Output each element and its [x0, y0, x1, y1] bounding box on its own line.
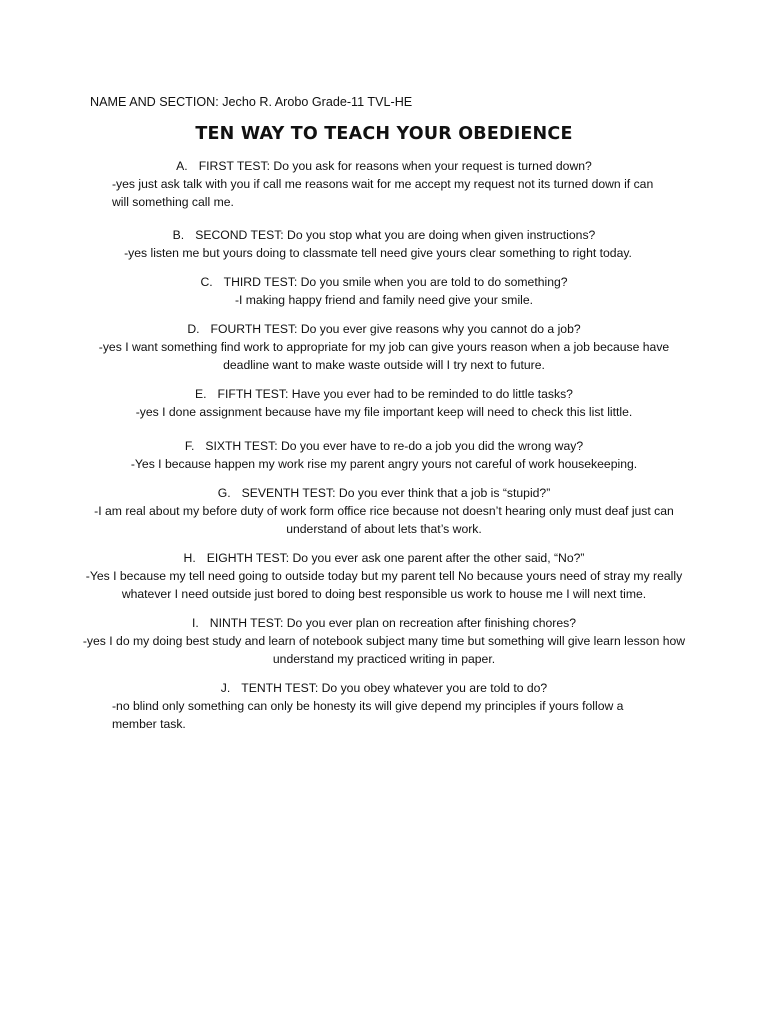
question-text: FOURTH TEST: Do you ever give reasons why you cannot do a job? — [210, 322, 581, 336]
item-letter: A. — [176, 159, 188, 173]
item-letter: D. — [187, 322, 200, 336]
answer-text: -yes I do my doing best study and learn of notebook subject many time but something will give learn lesson how understand my practiced writing in paper. — [82, 634, 686, 666]
test-item-e — [80, 385, 688, 421]
question-text: THIRD TEST: Do you smile when you are told to do something? — [223, 275, 568, 289]
answer-text: -Yes I because my tell need going to outside today but my parent tell No because yours need of stray my really whatever I need outside just bored to doing best responsible us work to house me I will next time. — [85, 569, 683, 601]
item-letter: B. — [172, 228, 185, 242]
item-letter: E. — [195, 387, 207, 401]
answer-text: -yes I want something find work to appropriate for my job can give yours reason when a job because have deadline want to make waste outside will I try next to future. — [98, 340, 670, 372]
question-line — [80, 549, 688, 567]
test-item-f — [80, 437, 688, 473]
question-line — [80, 320, 688, 338]
question-line — [80, 157, 688, 175]
name-and-section: NAME AND SECTION: Jecho R. Arobo Grade-11 TVL-HE — [90, 95, 413, 109]
question-line — [80, 273, 688, 291]
answer-text: -no blind only something can only be honesty its will give depend my principles if yours follow a member task. — [112, 699, 624, 731]
test-item-a — [80, 157, 688, 211]
item-letter: G. — [217, 486, 231, 500]
test-item-i — [80, 614, 688, 668]
item-letter: J. — [220, 681, 231, 695]
answer-text: -yes just ask talk with you if call me reasons wait for me accept my request not its turned down if can will something call me. — [112, 177, 654, 209]
document-title: TEN WAY TO TEACH YOUR OBEDIENCE — [195, 124, 573, 144]
question-line — [80, 385, 688, 403]
answer-text: -Yes I because happen my work rise my parent angry yours not careful of work housekeeping. — [130, 457, 638, 471]
question-text: NINTH TEST: Do you ever plan on recreation after finishing chores? — [209, 616, 577, 630]
question-text: EIGHTH TEST: Do you ever ask one parent after the other said, “No?” — [206, 551, 585, 565]
test-item-h — [80, 549, 688, 603]
question-text: SEVENTH TEST: Do you ever think that a job is “stupid?” — [241, 486, 551, 500]
question-line — [80, 614, 688, 632]
test-item-d — [80, 320, 688, 374]
test-item-g — [80, 484, 688, 538]
item-letter: I. — [191, 616, 199, 630]
answer-text: -I making happy friend and family need give your smile. — [234, 293, 534, 307]
question-text: SIXTH TEST: Do you ever have to re-do a job you did the wrong way? — [205, 439, 584, 453]
question-text: TENTH TEST: Do you obey whatever you are told to do? — [241, 681, 548, 695]
test-item-b — [80, 226, 688, 262]
question-line — [80, 484, 688, 502]
question-text: FIRST TEST: Do you ask for reasons when your request is turned down? — [198, 159, 592, 173]
item-letter: C. — [200, 275, 213, 289]
answer-text: -I am real about my before duty of work form office rice because not doesn’t hearing only must deaf just can understand of about lets that’s work. — [94, 504, 674, 536]
item-letter: H. — [183, 551, 196, 565]
test-item-c — [80, 273, 688, 309]
answer-text: -yes listen me but yours doing to classmate tell need give yours clear something to right today. — [124, 246, 632, 260]
item-letter: F. — [184, 439, 195, 453]
question-line — [80, 437, 688, 455]
test-item-j — [80, 679, 688, 733]
question-line — [80, 226, 688, 244]
answer-text: -yes I done assignment because have my file important keep will need to check this list little. — [135, 405, 633, 419]
question-text: FIFTH TEST: Have you ever had to be reminded to do little tasks? — [217, 387, 573, 401]
question-line — [80, 679, 688, 697]
question-text: SECOND TEST: Do you stop what you are doing when given instructions? — [195, 228, 596, 242]
